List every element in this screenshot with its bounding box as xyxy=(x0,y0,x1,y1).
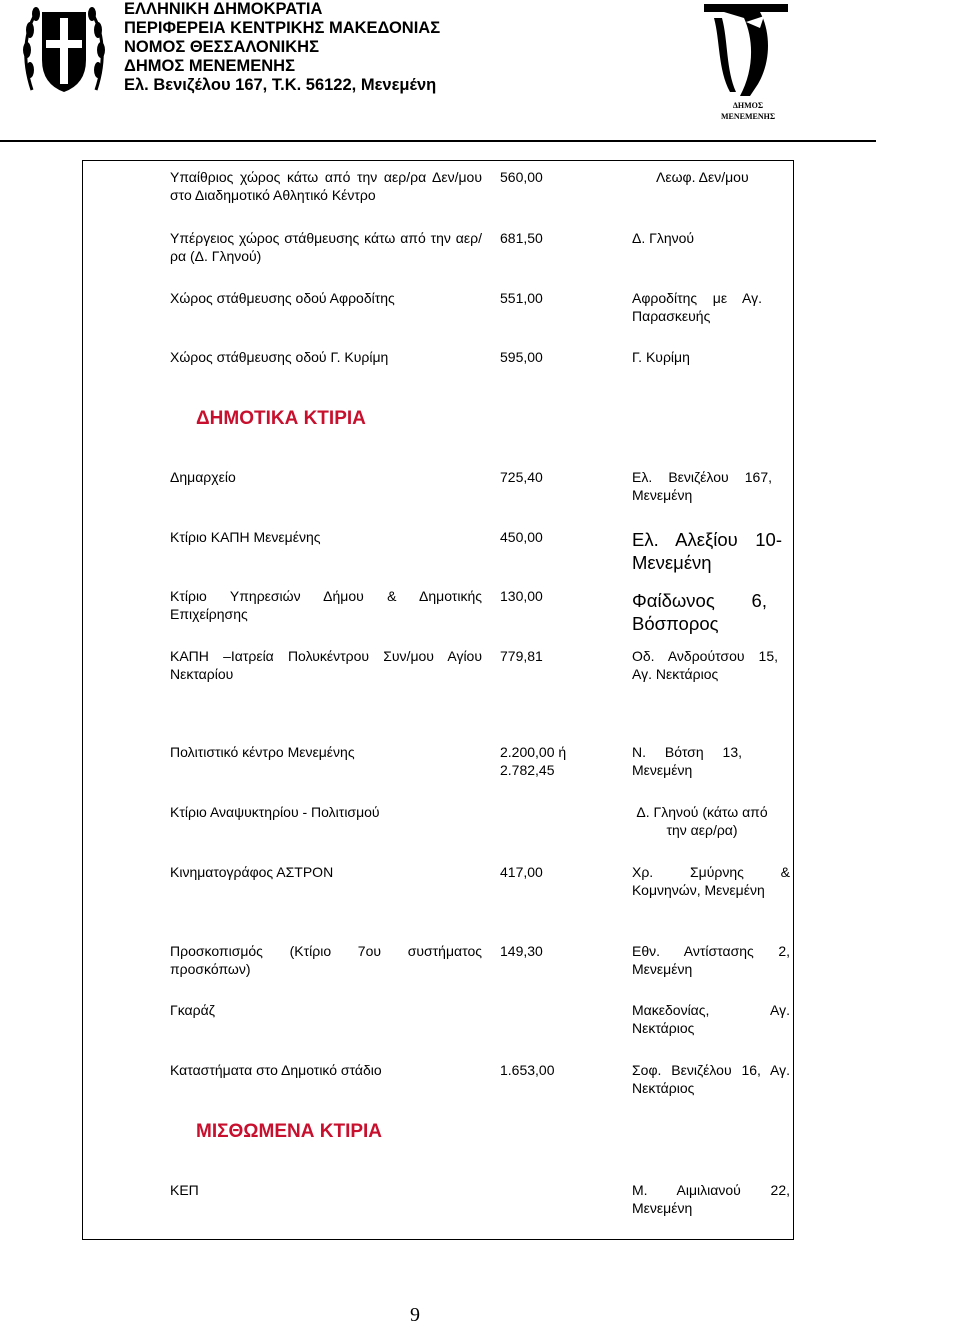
property-name: Γκαράζ xyxy=(170,1002,215,1018)
letterhead-line: Ελ. Βενιζέλου 167, Τ.Κ. 56122, Μενεμένη xyxy=(124,76,437,94)
property-location: Γ. Κυρίμη xyxy=(632,349,690,365)
greek-coat-of-arms-icon xyxy=(22,0,106,100)
section-heading-municipal: ΔΗΜΟΤΙΚΑ ΚΤΙΡΙΑ xyxy=(196,408,366,429)
property-name: Χώρος στάθμευσης οδού Αφροδίτης xyxy=(170,290,395,306)
property-area: 725,40 xyxy=(500,469,543,485)
property-area: 681,50 xyxy=(500,230,543,246)
property-location: Οδ. Ανδρούτσου 15, Αγ. Νεκτάριος xyxy=(632,648,778,682)
letterhead-line: ΝΟΜΟΣ ΘΕΣΣΑΛΟΝΙΚΗΣ xyxy=(124,38,320,56)
property-area: 417,00 xyxy=(500,864,543,880)
property-location: Μ. Αιμιλιανού 22, Μενεμένη xyxy=(632,1182,790,1216)
property-name: Καταστήματα στο Δημοτικό στάδιο xyxy=(170,1062,382,1078)
property-name: Πολιτιστικό κέντρο Μενεμένης xyxy=(170,744,355,760)
property-name: Υπέργειος χώρος στάθμευσης κάτω από την αερ/ρα (Δ. Γληνού) xyxy=(170,230,482,264)
property-area: 450,00 xyxy=(500,529,543,545)
property-area: 130,00 xyxy=(500,588,543,604)
property-name: Κτίριο Υπηρεσιών Δήμου & Δημοτικής Επιχείρησης xyxy=(170,588,482,622)
letterhead xyxy=(0,0,960,140)
page-number: 9 xyxy=(410,1304,420,1326)
property-name: ΚΕΠ xyxy=(170,1182,199,1198)
property-area: 2.200,00 ή 2.782,45 xyxy=(500,744,567,778)
property-location: Εθν. Αντίστασης 2, Μενεμένη xyxy=(632,943,790,977)
property-area: 551,00 xyxy=(500,290,543,306)
property-area: 560,00 xyxy=(500,169,543,185)
section-heading-leased: ΜΙΣΘΩΜΕΝΑ ΚΤΙΡΙΑ xyxy=(196,1121,383,1142)
property-location: Σοφ. Βενιζέλου 16, Αγ. Νεκτάριος xyxy=(632,1062,790,1096)
property-name: Κτίριο ΚΑΠΗ Μενεμένης xyxy=(170,529,321,545)
property-name: ΚΑΠΗ –Ιατρεία Πολυκέντρου Συν/μου Αγίου Νεκταρίου xyxy=(170,648,482,682)
letterhead-line: ΠΕΡΙΦΕΡΕΙΑ ΚΕΝΤΡΙΚΗΣ ΜΑΚΕΔΟΝΙΑΣ xyxy=(124,19,441,37)
letterhead-line: ΔΗΜΟΣ ΜΕΝΕΜΕΝΗΣ xyxy=(124,57,295,75)
letterhead-text xyxy=(124,0,454,100)
property-location: Ν. Βότση 13, Μενεμένη xyxy=(632,744,742,778)
property-name: Κτίριο Αναψυκτηρίου - Πολιτισμού xyxy=(170,804,380,820)
property-name: Υπαίθριος χώρος κάτω από την αερ/ρα Δεν/μου στο Διαδημοτικό Αθλητικό Κέντρο xyxy=(170,169,482,203)
property-name: Κινηματογράφος ΑΣΤΡΟΝ xyxy=(170,864,334,880)
property-location: Φαίδωνος 6, Βόσπορος xyxy=(632,590,767,634)
property-location: Αφροδίτης με Αγ. Παρασκευής xyxy=(632,290,762,324)
property-location: Δ. Γληνού (κάτω από την αερ/ρα) xyxy=(636,804,768,838)
header-divider xyxy=(0,140,876,142)
letterhead-line: ΕΛΛΗΝΙΚΗ ΔΗΜΟΚΡΑΤΙΑ xyxy=(124,0,323,18)
property-area: 1.653,00 xyxy=(500,1062,555,1078)
logo-caption: ΔΗΜΟΣ ΜΕΝΕΜΕΝΗΣ xyxy=(720,101,776,121)
property-area: 149,30 xyxy=(500,943,543,959)
property-area: 779,81 xyxy=(500,648,543,664)
property-location: Δ. Γληνού xyxy=(632,230,695,246)
property-name: Προσκοπισμός (Κτίριο 7ου συστήματος προσκόπων) xyxy=(170,943,482,977)
property-area: 595,00 xyxy=(500,349,543,365)
property-name: Δημαρχείο xyxy=(170,469,236,485)
property-location: Λεωφ. Δεν/μου xyxy=(656,169,749,185)
property-location: Μακεδονίας, Αγ. Νεκτάριος xyxy=(632,1002,790,1036)
property-location: Χρ. Σμύρνης & Κομνηνών, Μενεμένη xyxy=(632,864,790,898)
property-location: Ελ. Αλεξίου 10- Μενεμένη xyxy=(632,529,782,573)
property-location: Ελ. Βενιζέλου 167, Μενεμένη xyxy=(632,469,772,503)
property-name: Χώρος στάθμευσης οδού Γ. Κυρίμη xyxy=(170,349,389,365)
